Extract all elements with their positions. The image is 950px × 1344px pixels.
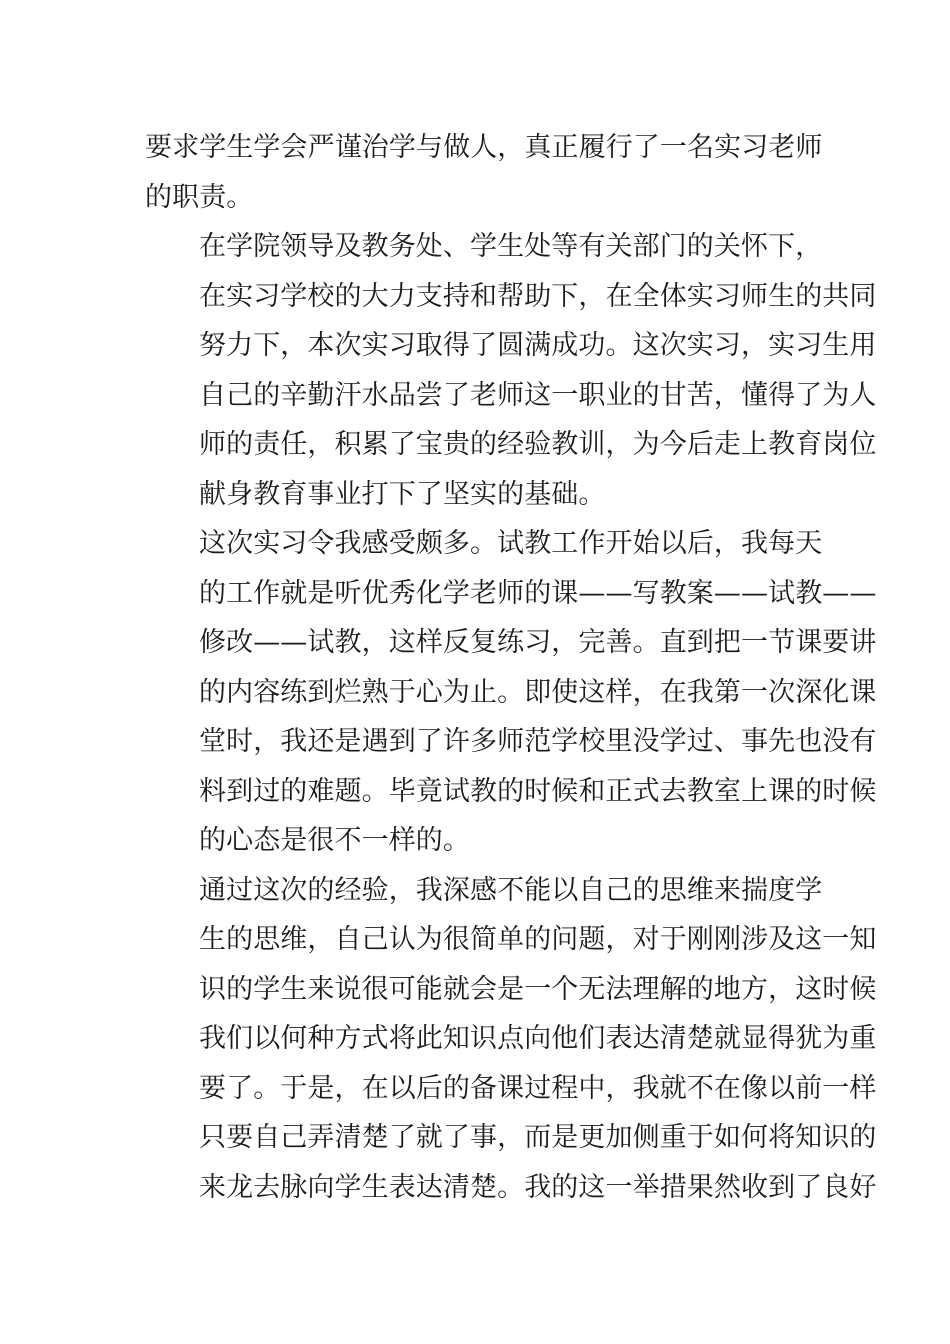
text-line: 修改——试教，这样反复练习，完善。直到把一节课要讲 (199, 627, 877, 658)
text-line: 要求学生学会严谨治学与做人，真正履行了一名实习老师 (145, 132, 823, 163)
text-line: 的内容练到烂熟于心为止。即使这样，在我第一次深化课 (199, 676, 877, 708)
text-line: 要了。于是，在以后的备课过程中，我就不在像以前一样 (199, 1072, 877, 1104)
text-line: 在学院领导及教务处、学生处等有关部门的关怀下， (199, 231, 823, 262)
text-line: 的心态是很不一样的。 (199, 825, 470, 856)
text-line: 这次实习令我感受颇多。试教工作开始以后，我每天 (199, 528, 823, 559)
paragraph-4 (145, 866, 877, 1213)
text-line: 通过这次的经验，我深感不能以自己的思维来揣度学 (199, 874, 823, 906)
document-page (145, 123, 877, 1212)
text-line: 我们以何种方式将此知识点向他们表达清楚就显得犹为重 (199, 1023, 877, 1054)
text-line: 堂时，我还是遇到了许多师范学校里没学过、事先也没有 (199, 726, 877, 757)
text-line: 生的思维，自己认为很简单的问题，对于刚刚涉及这一知 (199, 924, 877, 955)
text-line: 只要自己弄清楚了就了事，而是更加侧重于如何将知识的 (199, 1122, 877, 1153)
text-line: 献身教育事业打下了坚实的基础。 (199, 478, 606, 510)
text-line: 料到过的难题。毕竟试教的时候和正式去教室上课的时候 (199, 775, 877, 807)
paragraph-3 (145, 519, 877, 866)
text-line: 来龙去脉向学生表达清楚。我的这一举措果然收到了良好 (199, 1171, 877, 1203)
text-line: 努力下，本次实习取得了圆满成功。这次实习，实习生用 (199, 330, 877, 361)
paragraph-2 (145, 222, 877, 519)
text-line: 的工作就是听优秀化学老师的课——写教案——试教—— (199, 577, 877, 609)
text-line: 自己的辛勤汗水品尝了老师这一职业的甘苦，懂得了为人 (199, 379, 877, 411)
text-line: 在实习学校的大力支持和帮助下，在全体实习师生的共同 (199, 280, 877, 312)
text-line: 的职责。 (145, 181, 254, 213)
paragraph-1 (145, 123, 823, 222)
text-line: 识的学生来说很可能就会是一个无法理解的地方，这时候 (199, 973, 877, 1005)
text-line: 师的责任，积累了宝贵的经验教训，为今后走上教育岗位 (199, 429, 877, 460)
